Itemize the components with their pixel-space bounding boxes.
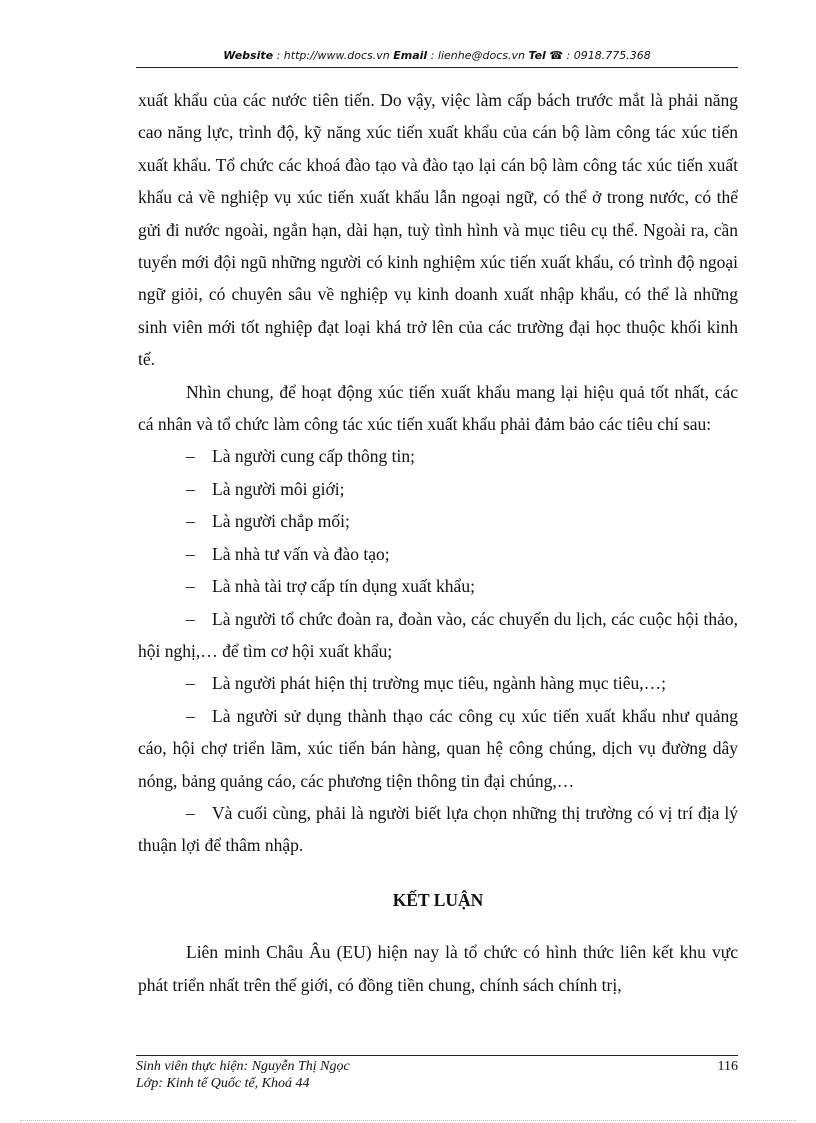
page-header xyxy=(136,46,738,66)
dash-marker: – xyxy=(186,673,195,694)
body-paragraph: Nhìn chung, để hoạt động xúc tiến xuất khẩu mang lại hiệu quả tốt nhất, các cá nhân và tổ chức làm công tác xúc tiến xuất khẩu phải đảm bảo các tiêu chí sau: xyxy=(138,381,738,435)
website-label: Website xyxy=(223,49,274,62)
dash-marker: – xyxy=(186,543,195,564)
list-item xyxy=(138,700,738,797)
body-paragraph: Liên minh Châu Âu (EU) hiện nay là tổ chức có hình thức liên kết khu vực phát triển nhất trên thế giới, có đồng tiền chung, chính sách chính trị, xyxy=(138,942,738,995)
list-item-text: Là nhà tư vấn và đào tạo; xyxy=(212,543,390,564)
dash-marker: – xyxy=(186,705,195,726)
list-item-text: Là người sử dụng thành thạo các công cụ xúc tiến xuất khẩu như quảng cáo, hội chợ triển lãm, xúc tiến bán hàng, quan hệ công chúng, dịch vụ đường dây nóng, bảng quảng cáo, các phương tiện thông tin đại chúng,… xyxy=(138,705,738,791)
body-paragraph: xuất khẩu của các nước tiên tiến. Do vậy, việc làm cấp bách trước mắt là phải năng cao năng lực, trình độ, kỹ năng xúc tiến xuất khẩu của cán bộ làm công tác xúc tiến xuất khẩu. Tổ chức các khoá đào tạo và đào tạo lại cán bộ làm công tác xúc tiến xuất khẩu cả về nghiệp vụ xúc tiến xuất khẩu lẫn ngoại ngữ, có thể ở trong nước, có thể gửi đi nước ngoài, ngắn hạn, dài hạn, tuỳ tình hình và mục tiêu cụ thể. Ngoài ra, cần tuyển mới đội ngũ những người có kinh nghiệm xúc tiến xuất khẩu, có trình độ ngoại ngữ giỏi, có chuyên sâu về nghiệp vụ kinh doanh xuất nhập khẩu, có thể là những sinh viên mới tốt nghiệp đạt loại khá trở lên của các trường đại học thuộc khối kinh tế. xyxy=(138,90,738,370)
list-item xyxy=(138,473,738,505)
tel-label: Tel xyxy=(528,49,546,62)
tel-number: : 0918.775.368 xyxy=(563,49,651,62)
page-footer xyxy=(136,1058,738,1092)
website-url[interactable]: : http://www.docs.vn xyxy=(273,49,394,62)
list-item-text: Là người phát hiện thị trường mục tiêu, ngành hàng mục tiêu,…; xyxy=(212,673,666,694)
page-number: 116 xyxy=(717,1059,738,1074)
list-item xyxy=(138,603,738,668)
document-body xyxy=(138,84,738,1001)
list-item-text: Là người chắp mối; xyxy=(212,511,350,532)
email-address[interactable]: : lienhe@docs.vn xyxy=(427,49,529,62)
page-edge-divider xyxy=(20,1120,796,1121)
student-name: Sinh viên thực hiện: Nguyễn Thị Ngọc xyxy=(136,1059,350,1074)
dash-marker: – xyxy=(186,802,195,823)
class-info: Lớp: Kinh tế Quốc tế, Khoá 44 xyxy=(136,1076,310,1091)
list-item xyxy=(138,538,738,570)
phone-icon: ☎ xyxy=(549,49,564,62)
list-item-text: Là người cung cấp thông tin; xyxy=(212,446,415,467)
dash-marker: – xyxy=(186,478,195,499)
list-item-text: Là nhà tài trợ cấp tín dụng xuất khẩu; xyxy=(212,576,475,597)
list-item xyxy=(138,797,738,862)
email-label: Email xyxy=(393,49,428,62)
list-item xyxy=(138,570,738,602)
footer-divider xyxy=(136,1055,738,1056)
dash-marker: – xyxy=(186,576,195,597)
list-item-text: Là người tổ chức đoàn ra, đoàn vào, các chuyến du lịch, các cuộc hội thảo, hội nghị,… để tìm cơ hội xuất khẩu; xyxy=(138,608,738,661)
dash-marker: – xyxy=(186,608,195,629)
dash-marker: – xyxy=(186,446,195,467)
list-item xyxy=(138,505,738,537)
section-heading: KẾT LUẬN xyxy=(392,889,484,910)
dash-marker: – xyxy=(186,511,195,532)
list-item xyxy=(138,667,738,699)
list-item-text: Và cuối cùng, phải là người biết lựa chọn những thị trường có vị trí địa lý thuận lợi để thâm nhập. xyxy=(138,802,738,856)
list-item xyxy=(138,440,738,472)
list-item-text: Là người môi giới; xyxy=(212,478,345,499)
header-divider xyxy=(136,67,738,68)
